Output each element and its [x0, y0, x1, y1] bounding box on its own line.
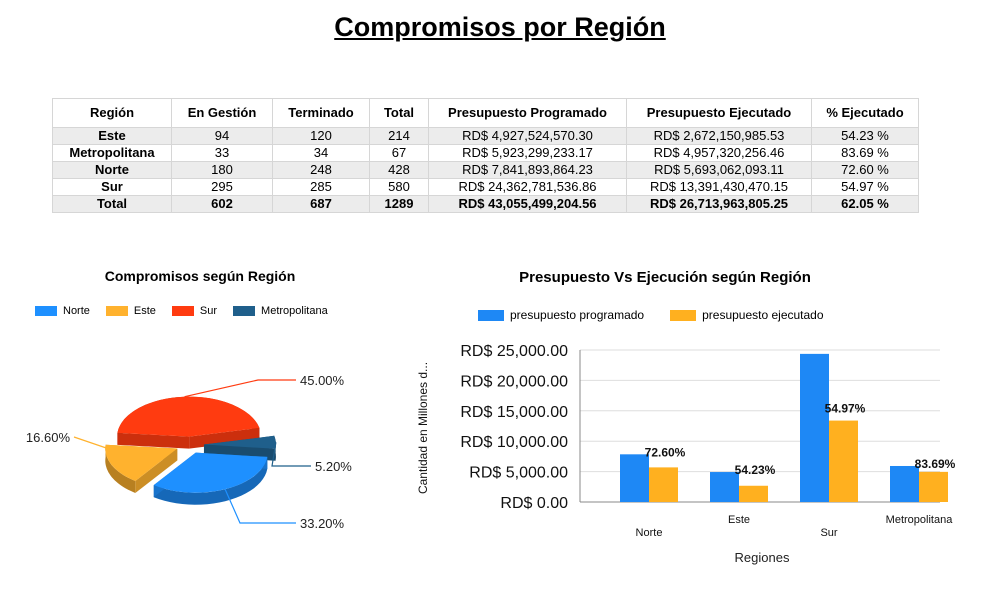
bar-ytick-label: RD$ 10,000.00: [460, 434, 568, 452]
legend-label: Este: [133, 305, 156, 317]
bar-ylabel: Cantidad en Millones d...: [416, 361, 430, 495]
cell-en-gestion: 94: [172, 128, 273, 145]
header-en-gestion: En Gestión: [172, 99, 273, 128]
cell-total: 67: [370, 145, 429, 162]
bar-ytick-label: RD$ 5,000.00: [469, 464, 568, 482]
cell-region: Norte: [53, 162, 172, 179]
cell-region: Metropolitana: [53, 145, 172, 162]
bar-este-ejecutado: [739, 486, 768, 502]
cell-en-gestion: 180: [172, 162, 273, 179]
cell-terminado: 687: [273, 196, 370, 213]
bar-category-label: Norte: [635, 527, 663, 539]
cell-total: 1289: [370, 196, 429, 213]
cell-terminado: 120: [273, 128, 370, 145]
cell-total: 214: [370, 128, 429, 145]
header-programado: Presupuesto Programado: [429, 99, 627, 128]
bar-data-label: 72.60%: [644, 445, 686, 460]
cell-ejecutado: RD$ 13,391,430,470.15: [627, 179, 812, 196]
cell-region: Este: [53, 128, 172, 145]
bar-norte-ejecutado: [649, 467, 678, 502]
legend-label: Metropolitana: [261, 305, 328, 317]
cell-total: 428: [370, 162, 429, 179]
bar-category-label: Metropolitana: [885, 514, 953, 526]
cell-pct: 62.05 %: [812, 196, 919, 213]
bar-ytick-label: RD$ 0.00: [500, 495, 568, 512]
bar-sur-programado: [800, 354, 829, 502]
cell-ejecutado: RD$ 2,672,150,985.53: [627, 128, 812, 145]
legend-label: presupuesto ejecutado: [702, 308, 824, 322]
header-ejecutado: Presupuesto Ejecutado: [627, 99, 812, 128]
bar-data-label: 54.23%: [734, 463, 776, 478]
legend-label: Norte: [63, 305, 90, 317]
cell-pct: 83.69 %: [812, 145, 919, 162]
cell-programado: RD$ 4,927,524,570.30: [429, 128, 627, 145]
cell-ejecutado: RD$ 26,713,963,805.25: [627, 196, 812, 213]
bar-sur-ejecutado: [829, 421, 858, 502]
pie-leader-line-metropolitana: [272, 442, 311, 466]
header-region: Región: [53, 99, 172, 128]
cell-total: 580: [370, 179, 429, 196]
cell-programado: RD$ 5,923,299,233.17: [429, 145, 627, 162]
pie-label-sur: 45.00%: [300, 373, 345, 388]
pie-label-metropolitana: 5.20%: [315, 459, 352, 474]
cell-en-gestion: 602: [172, 196, 273, 213]
page-title: Compromisos por Región: [334, 12, 666, 42]
cell-terminado: 248: [273, 162, 370, 179]
bar-ytick-label: RD$ 20,000.00: [460, 373, 568, 391]
cell-en-gestion: 33: [172, 145, 273, 162]
legend-label: Sur: [199, 305, 218, 317]
bar-xlabel: Regiones: [734, 550, 790, 565]
pie-label-este: 16.60%: [25, 430, 70, 445]
pie-label-norte: 33.20%: [300, 516, 345, 531]
bar-category-label: Este: [727, 514, 751, 526]
cell-region: Total: [53, 196, 172, 213]
bar-data-label: 54.97%: [824, 401, 866, 416]
cell-en-gestion: 295: [172, 179, 273, 196]
bar-data-label: 83.69%: [914, 456, 956, 471]
legend-label: presupuesto programado: [510, 308, 645, 322]
cell-pct: 54.97 %: [812, 179, 919, 196]
bar-norte-programado: [620, 454, 649, 502]
header-terminado: Terminado: [273, 99, 370, 128]
cell-ejecutado: RD$ 4,957,320,256.46: [627, 145, 812, 162]
bar-chart-title: Presupuesto Vs Ejecución según Región: [519, 269, 811, 286]
header-pct: % Ejecutado: [812, 99, 919, 128]
cell-programado: RD$ 24,362,781,536.86: [429, 179, 627, 196]
bar-metropolitana-programado: [890, 466, 919, 502]
cell-pct: 72.60 %: [812, 162, 919, 179]
cell-ejecutado: RD$ 5,693,062,093.11: [627, 162, 812, 179]
bar-ytick-label: RD$ 15,000.00: [460, 403, 568, 421]
cell-pct: 54.23 %: [812, 128, 919, 145]
cell-programado: RD$ 7,841,893,864.23: [429, 162, 627, 179]
pie-chart-title: Compromisos según Región: [104, 268, 296, 284]
cell-programado: RD$ 43,055,499,204.56: [429, 196, 627, 213]
pie-leader-line-sur: [185, 380, 296, 397]
bar-category-label: Sur: [820, 527, 838, 539]
bar-ytick-label: RD$ 25,000.00: [460, 343, 568, 360]
cell-region: Sur: [53, 179, 172, 196]
cell-terminado: 285: [273, 179, 370, 196]
bar-metropolitana-ejecutado: [919, 472, 948, 502]
cell-terminado: 34: [273, 145, 370, 162]
header-total: Total: [370, 99, 429, 128]
